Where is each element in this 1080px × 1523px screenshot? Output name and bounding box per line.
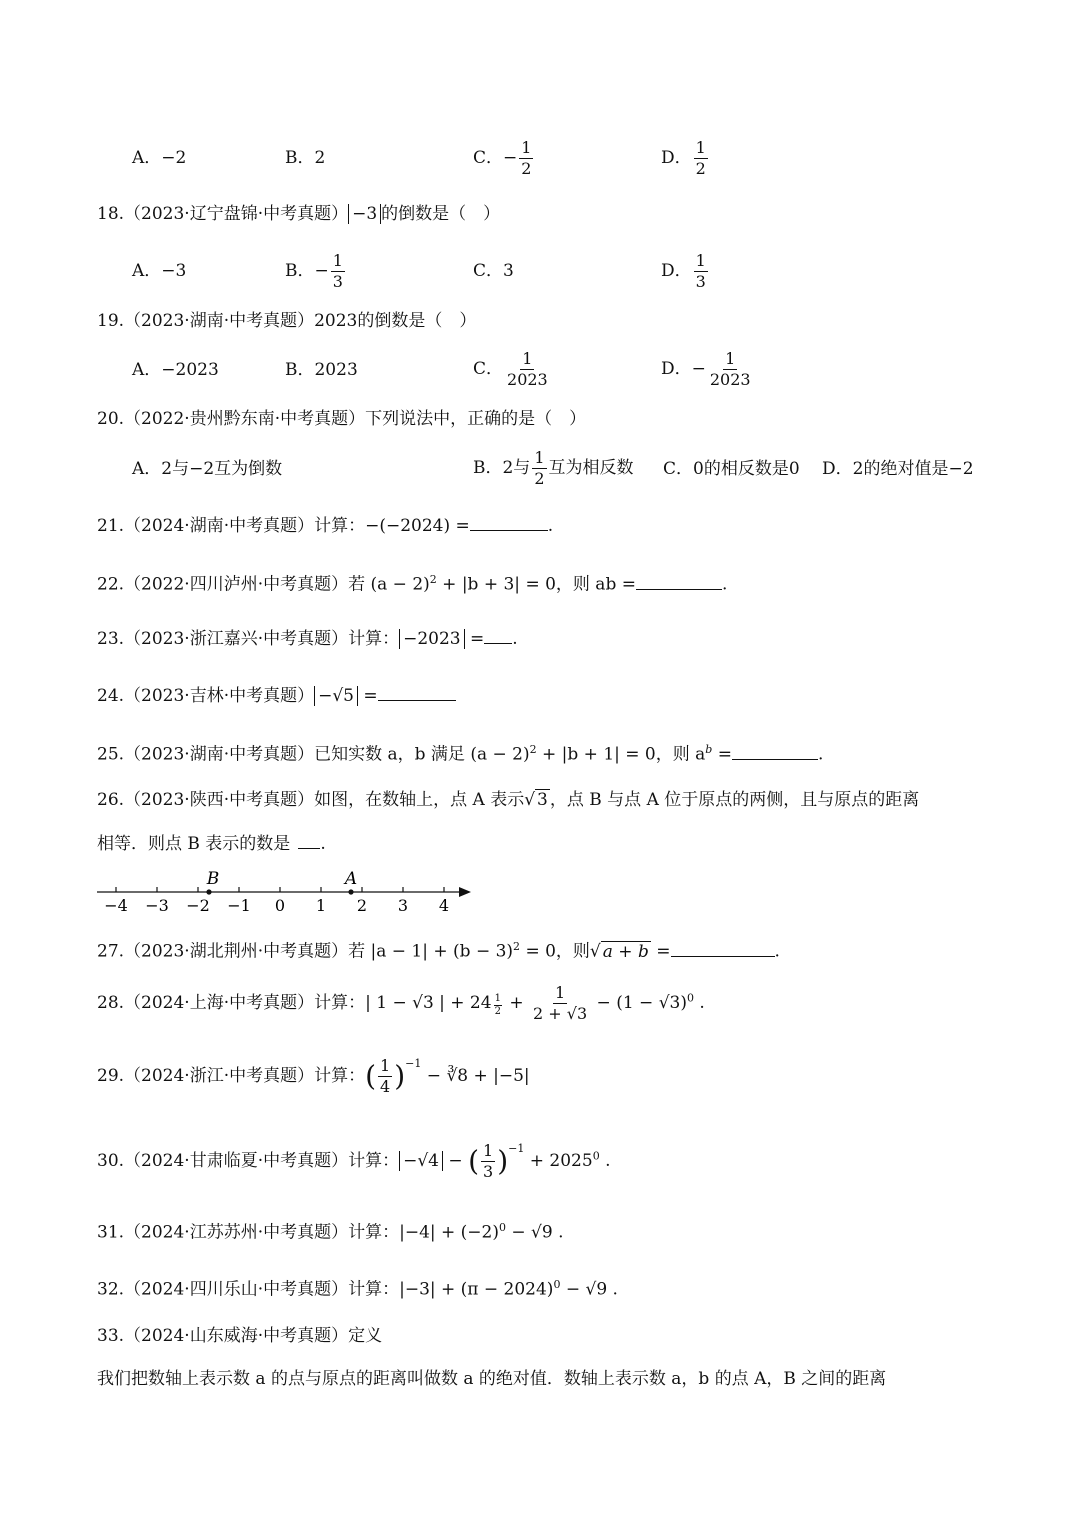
q27-sqrt: a + b (602, 941, 649, 962)
q32-stem (97, 1279, 618, 1299)
q25-equals: = (712, 744, 732, 765)
q22-end: . (721, 574, 728, 595)
point-a-dot (348, 889, 353, 894)
q30-minus: − (443, 1151, 469, 1171)
q20-option-b (473, 450, 634, 487)
q24-answer-blank (378, 686, 456, 701)
q19-stem: 19.（2023·湖南·中考真题）2023的倒数是（ ） (97, 311, 477, 331)
q29-stem: 29.（2024·浙江·中考真题）计算：( $\frac{1}{4}$ )$^{-1}$ − ∛8 + |−5| (97, 1056, 530, 1096)
q28-tail: − (1 − √3) (591, 993, 687, 1013)
tick-label: −1 (227, 896, 251, 915)
q24-equals: = (358, 686, 378, 706)
q33-stem: 33.（2024·山东威海·中考真题）定义 (97, 1326, 383, 1346)
q30-exponent: −1 (508, 1142, 525, 1155)
tick-label: 4 (438, 896, 450, 915)
q28-stem (97, 985, 705, 1022)
q17-option-d-label: D． (661, 148, 692, 168)
q18-option-b-label: B．− (285, 261, 329, 281)
q22-exponent: 2 (429, 573, 437, 586)
q26-text-line2: 相等．则点 B 表示的数是 (97, 834, 291, 854)
frac-den: 2023 (709, 370, 751, 389)
frac-num: 1 (522, 349, 533, 368)
q17-option-c-label: C．− (473, 148, 518, 168)
frac-den: 3 (695, 272, 706, 291)
frac-den: 4 (380, 1077, 391, 1096)
frac-den: 2 (494, 1006, 501, 1018)
q25-exponent-b: b (705, 743, 713, 756)
q19-option-b: B．2023 (285, 360, 358, 380)
q19-option-d (661, 351, 755, 388)
q21-answer-blank (470, 516, 548, 531)
tick-label: −4 (104, 896, 128, 915)
q23-answer-blank (484, 629, 512, 644)
frac-num: 1 (494, 993, 501, 1005)
q21-text: 21.（2024·湖南·中考真题）计算：−(−2024) = (97, 516, 470, 536)
q18-b-fraction (331, 253, 345, 290)
q26-sqrt: 3 (537, 790, 548, 810)
frac-den: 3 (483, 1162, 494, 1181)
q20-option-b-label: B．2与 (473, 458, 531, 478)
q18-source: 18.（2023·辽宁盘锦·中考真题） (97, 204, 349, 224)
q30-exponent-2: 0 (592, 1149, 600, 1163)
q27-end: . (774, 941, 780, 962)
frac-num: 1 (695, 251, 706, 270)
q25-answer-blank (732, 745, 818, 760)
q20-option-c: C．0的相反数是0 (663, 459, 800, 479)
frac-den: 2 (534, 469, 545, 488)
q19-option-c-label: C． (473, 359, 504, 379)
q28-exp-fraction (494, 994, 502, 1017)
q18-stem (97, 206, 500, 223)
q32-tail: − √9 . (560, 1279, 618, 1300)
q25-text-mid: + |b + 1| = 0，则 a (536, 744, 706, 765)
q24-stem (97, 686, 456, 705)
axis-arrow (459, 887, 471, 897)
q25-end: . (817, 744, 824, 765)
q26-text-post: ，点 B 与点 A 位于原点的两侧，且与原点的距离 (549, 790, 920, 810)
q22-answer-blank (636, 575, 722, 590)
tick-label: 1 (315, 896, 327, 915)
q28-plus: + (503, 993, 530, 1013)
q20-option-b-text: 互为相反数 (548, 458, 634, 478)
tick-label: 3 (397, 896, 409, 915)
q26-line2 (97, 834, 326, 853)
q23-equals: = (464, 629, 485, 649)
frac-num: 1 (380, 1056, 391, 1075)
tick-label: −3 (145, 896, 169, 915)
q18-option-a: A．−3 (132, 261, 187, 281)
q26-end: . (320, 834, 326, 854)
q27-answer-blank (671, 942, 775, 957)
q27-stem: 27.（2023·湖北荆州·中考真题）若 $|a - 1| + (b - 3)^2 = 0$，则√ a + b = . (97, 940, 780, 962)
q22-stem (97, 574, 727, 594)
frac-den: 3 (332, 272, 343, 291)
q23-abs: −2023 (399, 629, 465, 649)
q18-option-b (285, 253, 347, 290)
q30-fraction (481, 1143, 495, 1180)
q19-d-fraction (708, 351, 753, 388)
q18-abs: −3 (348, 204, 381, 224)
q22-text-mid: + |b + 3| = 0，则 ab = (436, 574, 636, 595)
q21-end: . (547, 516, 554, 536)
q32-exponent: 0 (553, 1278, 561, 1291)
q32-text: 32.（2024·四川乐山·中考真题）计算：|−3| + (π − 2024) (97, 1279, 554, 1300)
q27-text: 27.（2023·湖北荆州·中考真题）若 |a − 1| + (b − 3) (97, 941, 514, 962)
q17-option-c (473, 140, 535, 177)
q19-option-a: A．−2023 (132, 360, 219, 380)
q27-equals: = (650, 941, 671, 962)
q23-stem (97, 629, 518, 648)
q29-text: 29.（2024·浙江·中考真题）计算： (97, 1066, 366, 1086)
frac-num: 1 (521, 138, 532, 157)
q25-exponent: 2 (529, 743, 537, 756)
q28-text: 28.（2024·上海·中考真题）计算：| 1 − √3 | + 24 (97, 993, 492, 1013)
frac-num: 1 (554, 983, 566, 1002)
q30-text: 30.（2024·甘肃临夏·中考真题）计算： (97, 1151, 400, 1171)
q17-option-b: B．2 (285, 148, 326, 168)
q22-text: 22.（2022·四川泸州·中考真题）若 (a − 2) (97, 574, 430, 595)
q31-stem (97, 1222, 564, 1242)
frac-num: 1 (483, 1141, 494, 1160)
q20-option-d: D．2的绝对值是−2 (822, 459, 974, 479)
frac-den: 2023 (507, 370, 548, 389)
q23-end: . (512, 629, 518, 649)
q17-c-fraction (519, 140, 533, 177)
tick-label: 2 (356, 896, 368, 915)
q28-end: . (694, 993, 705, 1013)
q19-option-c (473, 351, 552, 388)
q25-text: 25.（2023·湖南·中考真题）已知实数 a，b 满足 (a − 2) (97, 744, 530, 765)
q31-tail: − √9 . (506, 1222, 564, 1243)
q24-text: 24.（2023·吉林·中考真题） (97, 686, 315, 706)
q26-line1: 26.（2023·陕西·中考真题）如图，在数轴上，点 A 表示√ 3 ，点 B 与点 A 位于原点的两侧，且与原点的距离 (97, 790, 920, 810)
q33-definition: 我们把数轴上表示数 a 的点与原点的距离叫做数 a 的绝对值．数轴上表示数 a，b 的点 A，B 之间的距离 (97, 1369, 887, 1389)
q28-exponent: 0 (687, 991, 694, 1005)
q18-option-d (661, 253, 710, 290)
q30-stem: 30.（2024·甘肃临夏·中考真题）计算： −√4 − ( $\frac{1}{3}$ )$^{-1} + 2025^0$ . (97, 1141, 611, 1181)
q29-tail: − ∛8 + |−5| (421, 1066, 530, 1086)
q31-exponent: 0 (499, 1221, 506, 1234)
q30-end: . (599, 1151, 611, 1171)
q19-c-fraction (505, 351, 550, 388)
q28-fraction (531, 985, 589, 1022)
q18-question: 的倒数是（ ） (381, 204, 501, 224)
q30-abs: −√4 (399, 1151, 443, 1171)
point-b-label: B (206, 869, 220, 889)
q18-option-c: C．3 (473, 261, 514, 281)
q24-abs: −√5 (314, 686, 358, 706)
q27-text-mid: = 0，则 (520, 941, 590, 962)
frac-num: 1 (534, 448, 545, 467)
q17-option-a: A．−2 (132, 148, 187, 168)
q17-d-fraction (694, 140, 708, 177)
tick-label: 0 (274, 896, 286, 915)
frac-num: 1 (332, 251, 343, 270)
frac-den: 2 + √3 (533, 1004, 588, 1023)
tick-label: −2 (186, 896, 210, 915)
q23-text: 23.（2023·浙江嘉兴·中考真题）计算： (97, 629, 400, 649)
q17-option-d (661, 140, 710, 177)
q20-b-fraction (532, 450, 546, 487)
frac-den: 2 (521, 159, 532, 178)
q21-stem (97, 516, 553, 535)
frac-num: 1 (725, 349, 736, 368)
q19-option-d-label: D．− (661, 359, 706, 379)
q20-stem: 20.（2022·贵州黔东南·中考真题）下列说法中，正确的是（ ） (97, 409, 587, 429)
point-b-dot (206, 889, 211, 894)
q29-fraction (378, 1058, 392, 1095)
q29-exponent: −1 (405, 1057, 422, 1070)
q18-option-d-label: D． (661, 261, 692, 281)
frac-num: 1 (695, 138, 706, 157)
q20-option-a: A．2与−2互为倒数 (132, 459, 283, 479)
q26-text: 26.（2023·陕西·中考真题）如图，在数轴上，点 A 表示 (97, 790, 525, 810)
q27-exponent: 2 (513, 940, 521, 953)
point-a-label: A (344, 869, 358, 889)
q18-d-fraction (694, 253, 708, 290)
q31-text: 31.（2024·江苏苏州·中考真题）计算：|−4| + (−2) (97, 1222, 499, 1243)
q30-tail: + 2025 (524, 1151, 593, 1171)
frac-den: 2 (695, 159, 706, 178)
q26-answer-blank (298, 834, 320, 849)
number-line (95, 868, 495, 918)
q25-stem (97, 744, 823, 764)
